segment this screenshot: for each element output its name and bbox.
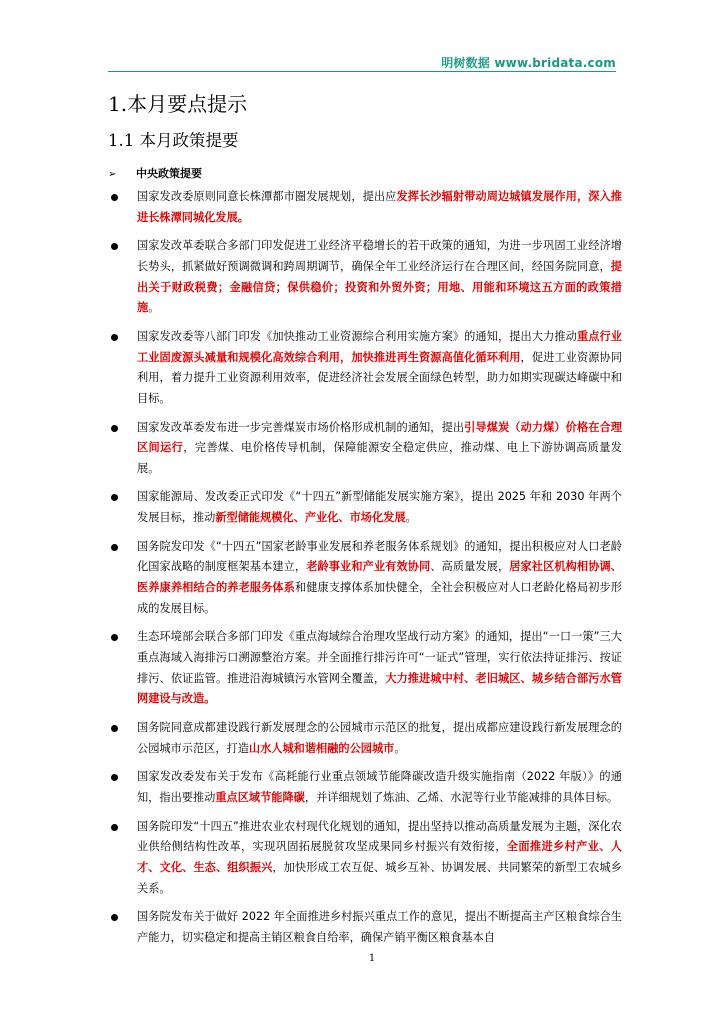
bullet-text: 。 <box>394 741 406 755</box>
bullet-dot-icon <box>111 725 118 732</box>
highlighted-text: 居家社区机构相协调、医养康养相结合的养老服务体系 <box>137 560 622 595</box>
bullet-text: 国家发改革委发布进一步完善煤炭市场价格形成机制的通知，提出 <box>137 420 465 434</box>
bullet-text: 。 <box>148 301 160 315</box>
policy-bullet-item <box>108 817 622 899</box>
header-rule <box>108 71 616 72</box>
bullet-text: 和健康支撑体系加快健全，全社会积极应对人口老龄化格局初步形成的发展目标。 <box>137 581 622 615</box>
bullet-text: 国务院印发“十四五”推进农业农村现代化规划的通知，提出坚持以推动高质量发展为主题，深化农业供给侧结构性改革，实现巩固拓展脱贫攻坚成果同乡村振兴有效衔接， <box>137 819 622 854</box>
policy-bullet-item <box>108 327 622 409</box>
bullet-text: 国家发改委等八部门印发《加快推动工业资源综合利用实施方案》的通知，提出大力推动 <box>137 329 577 343</box>
highlighted-text: 老龄事业和产业有效协同 <box>306 560 431 574</box>
bullet-text: 国务院同意成都建设践行新发展理念的公园城市示范区的批复，提出成都应建设践行新发展理念的公园城市示范区，打造 <box>137 720 622 755</box>
bullet-text: ，加快形成工农互促、城乡互补、协调发展、共同繁荣的新型工农城乡关系。 <box>137 860 622 895</box>
bullet-text: 国务院发布关于做好 2022 年全面推进乡村振兴重点工作的意见，提出不断提高主产区粮食综合生产能力，切实稳定和提高主销区粮食自给率，确保产销平衡区粮食基本自 <box>137 910 622 944</box>
highlighted-text: 山水人城和谐相融的公园城市 <box>248 741 395 755</box>
policy-bullet-item <box>108 907 622 948</box>
bullet-dot-icon <box>111 824 118 831</box>
page-number: 1 <box>368 953 376 964</box>
bullet-dot-icon <box>111 243 118 250</box>
highlighted-text: 大力推进城中村、老旧城区、城乡结合部污水管网建设与改造。 <box>137 671 622 706</box>
bullet-text: ，并详细规划了炼油、乙烯、水泥等行业节能减排的具体目标。 <box>304 790 619 804</box>
policy-bullet-item <box>108 537 622 619</box>
highlighted-text: 发挥长沙辐射带动周边城镇发展作用，深入推进长株潭同城化发展。 <box>137 190 622 224</box>
bullet-text: 国家发改委发布关于发布《高耗能行业重点领域节能降碳改造升级实施指南（2022 年版）》的通知，指出要推动 <box>137 770 622 804</box>
policy-bullet-item <box>108 767 622 808</box>
bullet-text: 生态环境部会联合多部门印发《重点海域综合治理攻坚战行动方案》的通知，提出“一口一策”三大重点海域入海排污口溯源整治方案。并全面推行排污许可“一证式”管理，实行依法持证排污、按证排污、依证监管。推进沿海城镇污水管网全覆盖， <box>137 630 622 685</box>
policy-bullet-item <box>108 487 622 528</box>
policy-bullet-item <box>108 718 622 759</box>
bullet-text: 。 <box>405 511 417 525</box>
bullet-dot-icon <box>111 494 118 501</box>
bullet-dot-icon <box>111 544 118 551</box>
bullet-dot-icon <box>111 334 118 341</box>
highlighted-text: 引导煤炭（动力煤）价格在合理区间运行 <box>137 420 622 455</box>
bullet-text: 国家能源局、发改委正式印发《“十四五”新型储能发展实施方案》，提出 2025 年和 2030 年两个发展目标，推动 <box>137 490 622 525</box>
section-heading-1-1: 1.1 本月政策提要 <box>108 131 239 150</box>
bullet-dot-icon <box>111 774 118 781</box>
bullet-text: ，促进工业资源协同利用，着力提升工业资源利用效率，促进经济社会发展全面绿色转型，助力如期实现碳达峰碳中和目标。 <box>137 350 622 405</box>
bullet-dot-icon <box>111 194 118 201</box>
highlighted-text: 全面推进乡村产业、人才、文化、生态、组织振兴 <box>137 840 622 874</box>
bullet-text: 国家发改委原则同意长株潭都市圈发展规划，提出应 <box>137 190 397 203</box>
header-brand: 明树数据 www.bridata.com <box>441 56 616 70</box>
highlighted-text: 新型储能规模化、产业化、市场化发展 <box>215 511 406 525</box>
policy-bullet-item <box>108 187 622 228</box>
subhead-label: 中央政策提要 <box>136 167 202 180</box>
bullet-text: 国务院发印发《“十四五”国家老龄事业发展和养老服务体系规划》的通知，提出积极应对人口老龄化国家战略的制度框架基本建立， <box>137 539 622 574</box>
section-heading-1: 1.本月要点提示 <box>108 92 248 116</box>
policy-bullet-item <box>108 418 622 480</box>
arrow-bullet-icon: ➢ <box>108 169 117 180</box>
bullet-dot-icon <box>111 634 118 641</box>
bullet-dot-icon <box>111 914 118 921</box>
policy-bullet-item <box>108 627 622 709</box>
policy-bullet-list <box>108 187 622 957</box>
highlighted-text: 提出关于财政税费；金融信贷；保供稳价；投资和外贸外资；用地、用能和环境这五方面的政策措施 <box>137 259 622 315</box>
policy-bullet-item <box>108 236 622 318</box>
bullet-dot-icon <box>111 425 118 432</box>
central-policy-subhead <box>108 165 202 181</box>
bullet-text: 国家发改革委联合多部门印发促进工业经济平稳增长的若干政策的通知，为进一步巩固工业经济增长势头，抓紧做好预调微调和跨周期调节，确保全年工业经济运行在合理区间，经国务院同意， <box>137 239 622 273</box>
bullet-text: 、高质量发展， <box>430 560 510 574</box>
highlighted-text: 重点区域节能降碳 <box>215 790 305 804</box>
highlighted-text: 重点行业工业固废源头减量和规模化高效综合利用，加快推进再生资源高值化循环利用 <box>137 329 622 364</box>
bullet-text: ，完善煤、电价格传导机制，保障能源安全稳定供应，推动煤、电上下游协调高质量发展。 <box>137 441 622 475</box>
